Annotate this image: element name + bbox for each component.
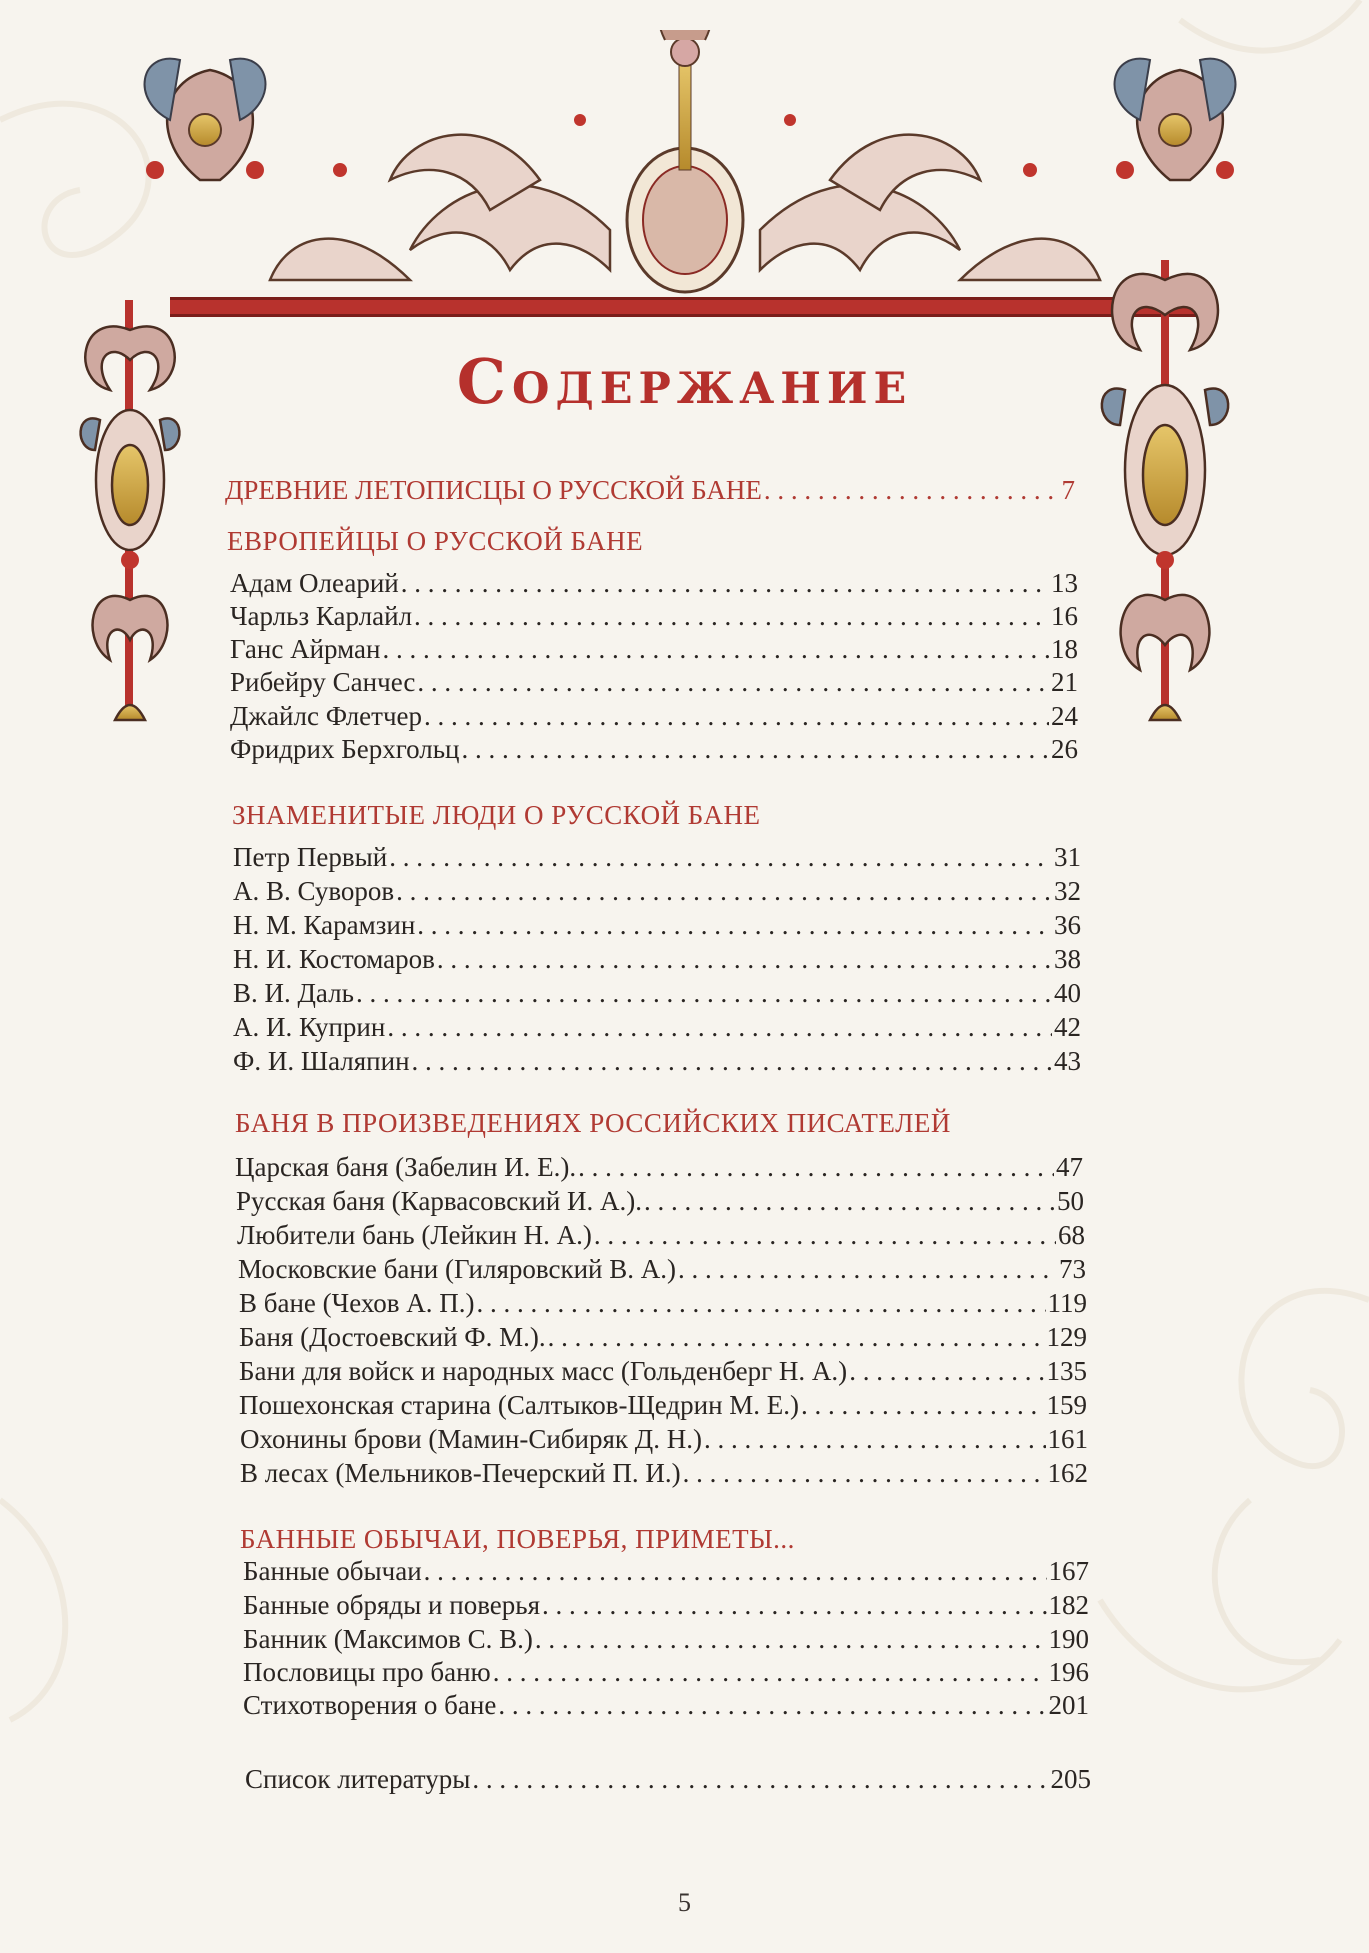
leader-dots <box>498 1690 1046 1721</box>
toc-entry-label: Н. М. Карамзин <box>233 910 416 940</box>
leader-dots <box>535 1624 1047 1655</box>
toc-entry[interactable] <box>238 1254 1086 1285</box>
leader-dots <box>578 1152 1054 1183</box>
toc-entry-page: 182 <box>1048 1590 1089 1620</box>
toc-entry-label: Чарльз Карлайл <box>230 601 413 631</box>
toc-entry-label: Стихотворения о бане <box>243 1690 497 1720</box>
toc-entry-page: 205 <box>1050 1764 1091 1794</box>
toc-entry-label: Рибейру Санчес <box>230 667 416 697</box>
leader-dots <box>396 876 1052 907</box>
toc-entry-label: Ганс Айрман <box>230 634 381 664</box>
toc-entry-label: Джайлс Флетчер <box>230 701 423 731</box>
leader-dots <box>644 1186 1055 1217</box>
leader-dots <box>542 1590 1047 1621</box>
toc-entry[interactable] <box>230 734 1078 765</box>
toc-entry-label: Бани для войск и народных масс (Гольденберг Н. А.) <box>239 1356 848 1386</box>
toc-entry-page: 26 <box>1051 734 1078 764</box>
section-heading: БАННЫЕ ОБЫЧАИ, ПОВЕРЬЯ, ПРИМЕТЫ... <box>240 1524 795 1554</box>
toc-entry-label: В. И. Даль <box>233 978 354 1008</box>
toc-entry-label: Царская баня (Забелин И. Е.). <box>235 1152 577 1182</box>
toc-entry-label: Русская баня (Карвасовский И. А.). <box>236 1186 643 1216</box>
toc-entry[interactable] <box>239 1390 1087 1421</box>
toc-entry[interactable] <box>239 1322 1087 1353</box>
toc-entry[interactable] <box>230 667 1078 698</box>
toc-entry-label: Список литературы <box>245 1764 471 1794</box>
leader-dots <box>389 842 1052 873</box>
toc-entry-page: 119 <box>1047 1288 1087 1318</box>
toc-entry[interactable] <box>240 1458 1088 1489</box>
section-heading: ЗНАМЕНИТЫЕ ЛЮДИ О РУССКОЙ БАНЕ <box>232 800 761 830</box>
leader-dots <box>417 667 1049 698</box>
toc-entry-page: 135 <box>1046 1356 1087 1386</box>
toc-entry-label: Фридрих Берхгольц <box>230 734 460 764</box>
toc-entry[interactable] <box>243 1590 1089 1621</box>
leader-dots <box>764 475 1060 506</box>
toc-entry[interactable] <box>230 634 1078 665</box>
section-heading: ЕВРОПЕЙЦЫ О РУССКОЙ БАНЕ <box>227 526 644 556</box>
toc-entry-label: Любители бань (Лейкин Н. А.) <box>237 1220 592 1250</box>
toc-entry[interactable] <box>243 1690 1089 1721</box>
leader-dots <box>477 1288 1046 1319</box>
toc-entry-label: Н. И. Костомаров <box>233 944 435 974</box>
leader-dots <box>801 1390 1044 1421</box>
leader-dots <box>424 701 1049 732</box>
toc-entry-label: Петр Первый <box>233 842 388 872</box>
toc-entry-label: ДРЕВНИЕ ЛЕТОПИСЦЫ О РУССКОЙ БАНЕ <box>225 475 762 505</box>
toc-entry-page: 7 <box>1061 475 1075 505</box>
leader-dots <box>472 1764 1048 1795</box>
toc-entry-label: Пословицы про баню <box>243 1657 491 1687</box>
toc-entry-page: 161 <box>1047 1424 1088 1454</box>
toc-entry-page: 40 <box>1054 978 1081 1008</box>
leader-dots <box>356 978 1052 1009</box>
leader-dots <box>493 1657 1047 1688</box>
toc-entry[interactable] <box>235 1152 1083 1183</box>
toc-entry[interactable] <box>233 978 1081 1009</box>
toc-entry-label: Банник (Максимов С. В.) <box>243 1624 533 1654</box>
leader-dots <box>462 734 1050 765</box>
toc-entry[interactable] <box>225 475 1075 506</box>
toc-entry[interactable] <box>230 701 1078 732</box>
toc-entry[interactable] <box>245 1764 1091 1795</box>
section-heading: БАНЯ В ПРОИЗВЕДЕНИЯХ РОССИЙСКИХ ПИСАТЕЛЕЙ <box>235 1108 951 1138</box>
toc-entry-page: 24 <box>1051 701 1078 731</box>
toc-entry[interactable] <box>233 944 1081 975</box>
toc-entry-page: 36 <box>1054 910 1081 940</box>
toc-entry-page: 162 <box>1047 1458 1088 1488</box>
toc-entry-page: 129 <box>1046 1322 1087 1352</box>
leader-dots <box>704 1424 1046 1455</box>
toc-entry-page: 42 <box>1054 1012 1081 1042</box>
toc-entry[interactable] <box>233 1012 1081 1043</box>
toc-entry-label: В бане (Чехов А. П.) <box>239 1288 475 1318</box>
toc-entry-page: 201 <box>1048 1690 1089 1720</box>
leader-dots <box>437 944 1052 975</box>
toc-entry[interactable] <box>243 1556 1089 1587</box>
toc-entry-page: 13 <box>1051 568 1078 598</box>
toc-entry-label: Банные обычаи <box>243 1556 422 1586</box>
toc-entry-page: 16 <box>1051 601 1078 631</box>
toc-entry-label: В лесах (Мельников-Печерский П. И.) <box>240 1458 681 1488</box>
leader-dots <box>387 1012 1052 1043</box>
toc-entry-label: Банные обряды и поверья <box>243 1590 540 1620</box>
toc-entry-page: 196 <box>1048 1657 1089 1687</box>
toc-entry-label: Адам Олеарий <box>230 568 399 598</box>
toc-entry[interactable] <box>239 1356 1087 1387</box>
toc-entry[interactable] <box>233 842 1081 873</box>
toc-entry-page: 159 <box>1046 1390 1087 1420</box>
toc-entry-page: 18 <box>1051 634 1078 664</box>
toc-entry[interactable] <box>233 1046 1081 1077</box>
toc-entry-label: А. В. Суворов <box>233 876 395 906</box>
leader-dots <box>414 601 1049 632</box>
toc-entry[interactable] <box>230 601 1078 632</box>
toc-entry[interactable] <box>236 1186 1084 1217</box>
toc-entry-page: 50 <box>1057 1186 1084 1216</box>
leader-dots <box>382 634 1049 665</box>
toc-entry-label: Охонины брови (Мамин-Сибиряк Д. Н.) <box>240 1424 702 1454</box>
leader-dots <box>548 1322 1045 1353</box>
leader-dots <box>594 1220 1056 1251</box>
toc-entry-page: 32 <box>1054 876 1081 906</box>
leader-dots <box>683 1458 1046 1489</box>
toc-entry-page: 38 <box>1054 944 1081 974</box>
toc-entry-page: 190 <box>1048 1624 1089 1654</box>
leader-dots <box>424 1556 1047 1587</box>
toc-entry-page: 21 <box>1051 667 1078 697</box>
toc-entry[interactable] <box>243 1657 1089 1688</box>
toc-entry-page: 73 <box>1059 1254 1086 1284</box>
toc-entry-page: 43 <box>1054 1046 1081 1076</box>
toc-entry-label: Московские бани (Гиляровский В. А.) <box>238 1254 676 1284</box>
toc-entry[interactable] <box>240 1424 1088 1455</box>
toc-entry-label: Баня (Достоевский Ф. М.). <box>239 1322 546 1352</box>
toc-entry[interactable] <box>243 1624 1089 1655</box>
page-title: Содержание <box>456 345 913 418</box>
toc-entry-label: А. И. Куприн <box>233 1012 386 1042</box>
toc-entry-page: 167 <box>1048 1556 1089 1586</box>
toc-entry[interactable] <box>230 568 1078 599</box>
toc-entry-page: 31 <box>1054 842 1081 872</box>
leader-dots <box>417 910 1052 941</box>
toc-entry[interactable] <box>237 1220 1085 1251</box>
leader-dots <box>678 1254 1057 1285</box>
toc-entry[interactable] <box>239 1288 1087 1319</box>
toc-entry-label: Пошехонская старина (Салтыков-Щедрин М. Е.) <box>239 1390 800 1420</box>
toc-entry[interactable] <box>233 910 1081 941</box>
toc-entry-page: 68 <box>1058 1220 1085 1250</box>
toc-entry-label: Ф. И. Шаляпин <box>233 1046 410 1076</box>
leader-dots <box>401 568 1049 599</box>
leader-dots <box>849 1356 1044 1387</box>
leader-dots <box>412 1046 1052 1077</box>
toc-entry-page: 47 <box>1056 1152 1083 1182</box>
page-number: 5 <box>678 1888 691 1917</box>
toc-entry[interactable] <box>233 876 1081 907</box>
